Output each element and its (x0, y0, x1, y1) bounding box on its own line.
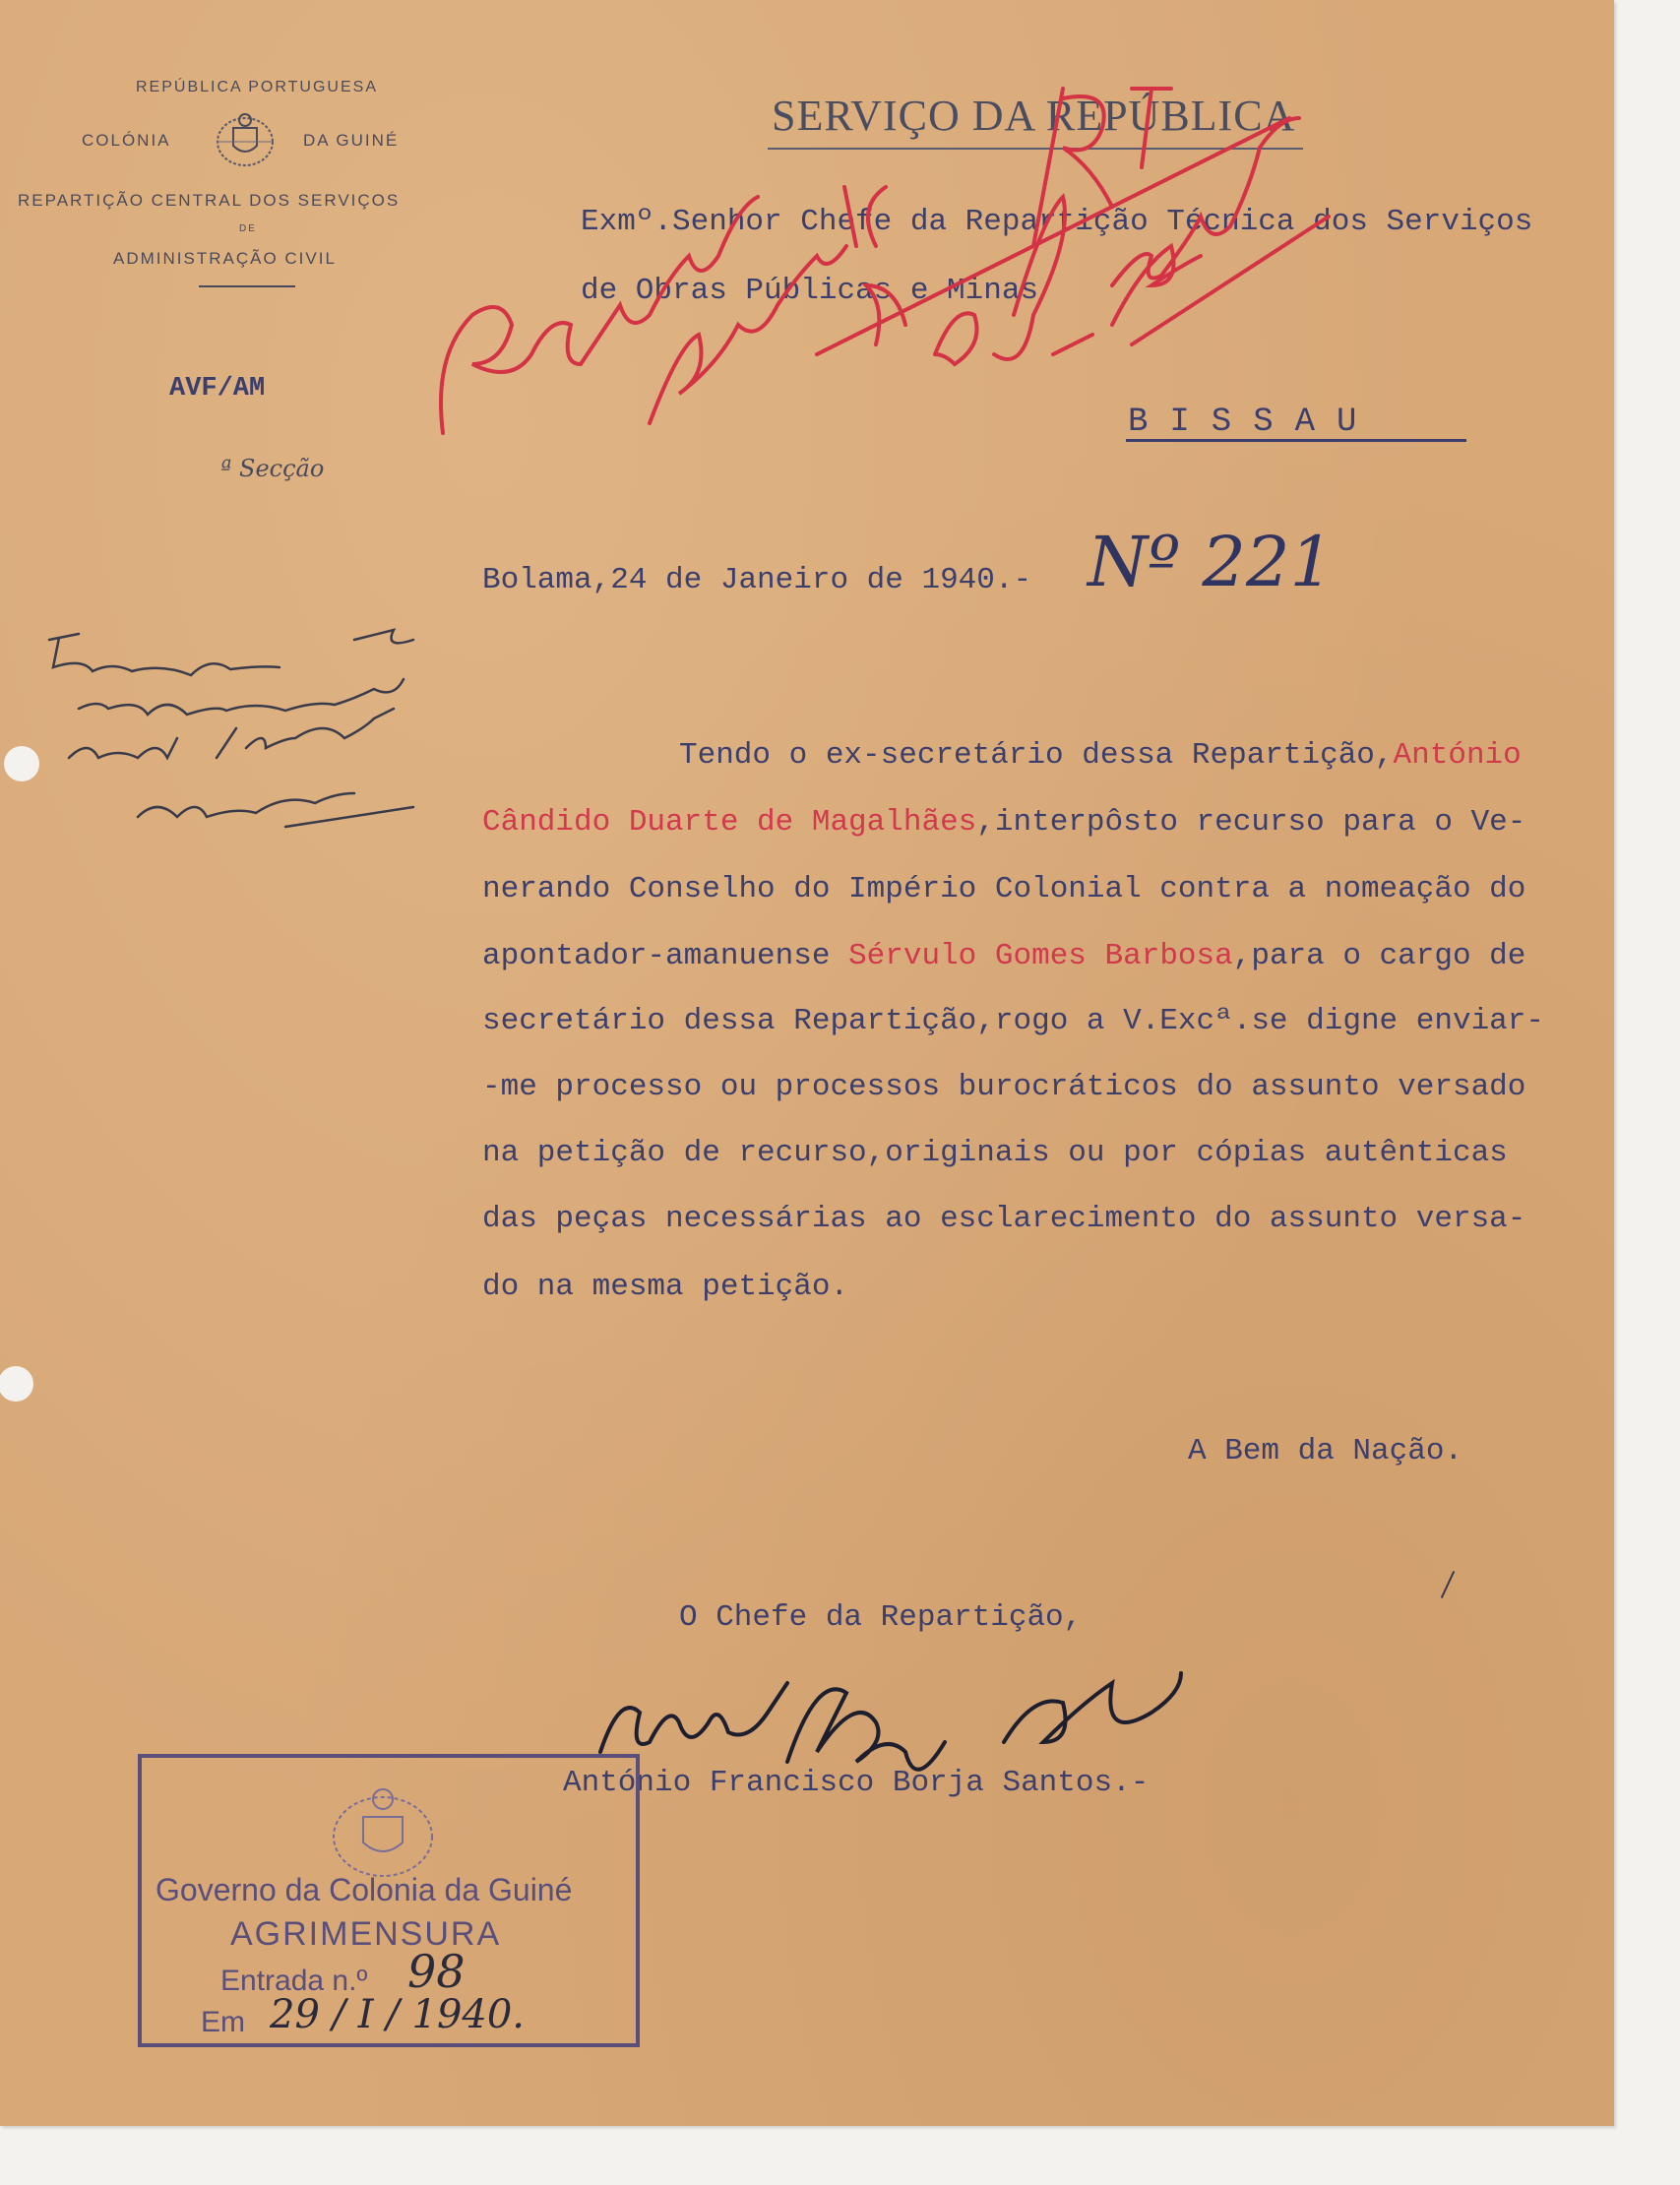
reference-code: AVF/AM (169, 374, 266, 404)
document-number: Nº 221 (1088, 522, 1335, 602)
letterhead-colonia: COLÓNIA (82, 131, 171, 150)
page-title: SERVIÇO DA REPÚBLICA (772, 92, 1296, 140)
body-line-6: -me processo ou processos burocráticos do assunto versado (482, 1070, 1526, 1104)
body-line-5: secretário dessa Repartição,rogo a V.Excª.se digne enviar- (482, 1004, 1544, 1038)
letterhead-divider (199, 285, 295, 287)
body-line-2: Cândido Duarte de Magalhães,interpôsto recurso para o Ve- (482, 805, 1526, 840)
body-line-4: apontador-amanuense Sérvulo Gomes Barbosa,para o cargo de (482, 939, 1526, 973)
addressee-line-2: de Obras Públicas e Minas (581, 274, 1039, 308)
date-line: Bolama,24 de Janeiro de 1940.- (482, 563, 1032, 597)
stamp-emblem-icon (319, 1778, 447, 1886)
letterhead-republica: REPÚBLICA PORTUGUESA (136, 79, 378, 95)
body-line-7: na petição de recurso,originais ou por cópias autênticas (482, 1136, 1508, 1170)
stamp-line-1: Governo da Colonia da Guiné (156, 1872, 573, 1907)
punch-hole-bottom (0, 1366, 33, 1402)
closing-salute: A Bem da Nação. (1188, 1434, 1463, 1468)
punch-hole-top (4, 746, 39, 781)
letterhead-administracao: ADMINISTRAÇÃO CIVIL (113, 249, 337, 268)
red-handwritten-annotation (423, 59, 1388, 453)
stamp-entrada-number: 98 (407, 1945, 466, 1998)
stamp-em-label: Em (201, 2006, 245, 2038)
agrimensura-stamp (138, 1754, 640, 2047)
addressee-city: BISSAU (1128, 404, 1379, 441)
margin-handwritten-note (39, 620, 551, 837)
signatory-name: António Francisco Borja Santos.- (563, 1766, 1150, 1800)
body-line-3: nerando Conselho do Império Colonial contra a nomeação do (482, 872, 1526, 906)
letterhead-de: DE (239, 223, 257, 234)
body-line-8: das peças necessárias ao esclarecimento do assunto versa- (482, 1202, 1526, 1236)
coat-of-arms-icon (209, 108, 281, 171)
body-line-9: do na mesma petição. (482, 1270, 849, 1304)
letterhead-daguine: DA GUINÉ (303, 131, 400, 150)
stamp-entrada-label: Entrada n.º (220, 1965, 368, 1997)
addressee-line-1: Exmº.Senhor Chefe da Repartição Técnica dos Serviços (581, 205, 1533, 239)
signature-image (591, 1634, 1220, 1791)
stamp-date: 29 / I / 1940. (270, 1992, 526, 2037)
body-line-1: Tendo o ex-secretário dessa Repartição,António (679, 738, 1522, 773)
pencil-mark (1441, 1571, 1455, 1598)
signatory-role: O Chefe da Repartição, (679, 1600, 1083, 1635)
letterhead-reparticao: REPARTIÇÃO CENTRAL DOS SERVIÇOS (18, 191, 401, 210)
stamp-line-2: AGRIMENSURA (230, 1915, 502, 1953)
seccao-label: ª Secção (220, 455, 325, 482)
